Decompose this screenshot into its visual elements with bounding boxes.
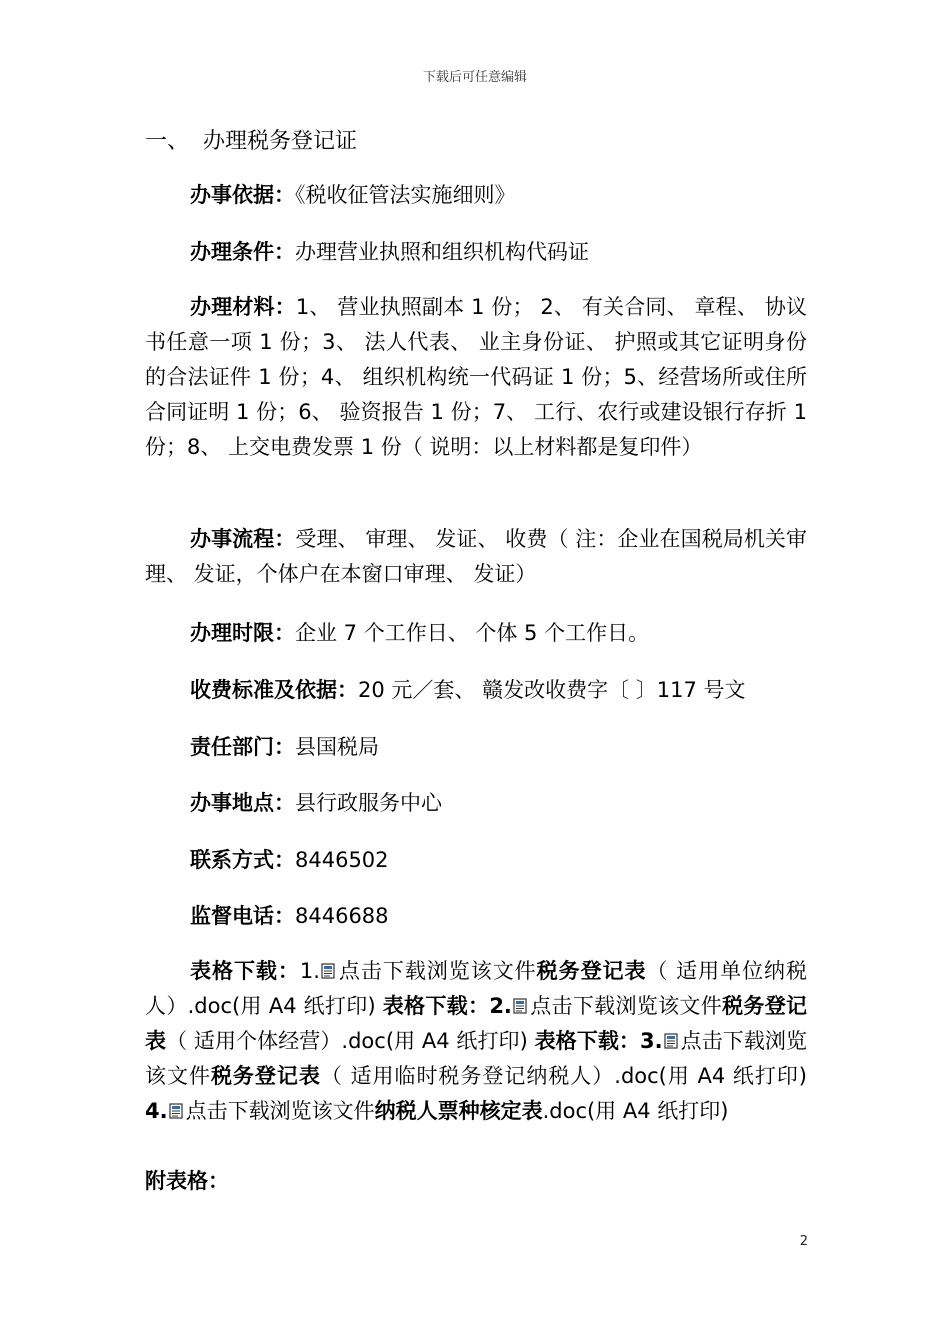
basis-label: 办事依据：: [190, 183, 295, 207]
document-file-icon[interactable]: [664, 1033, 679, 1049]
supervision-row: [190, 900, 389, 930]
download-label-3: 表格下载：: [534, 1029, 640, 1053]
download-label-1: 表格下载：: [190, 959, 300, 983]
section-title-text: 办理税务登记证: [203, 129, 358, 154]
basis-row: [190, 179, 516, 209]
download-link-1[interactable]: 点击下载浏览该文件: [337, 959, 537, 983]
download-desc-1: （ 适用单位纳税人）.doc(用 A4 纸打印): [145, 959, 808, 1018]
download-file-4[interactable]: 纳税人票种核定表: [374, 1099, 543, 1123]
process-paragraph: [145, 522, 807, 592]
contact-value: 8446502: [295, 848, 389, 872]
download-desc-2: （ 适用个体经营）.doc(用 A4 纸打印): [166, 1029, 528, 1053]
materials-paragraph: [145, 290, 807, 465]
process-label: 办事流程：: [190, 527, 296, 551]
time-limit-label: 办理时限：: [190, 621, 295, 645]
download-num-4: 4.: [145, 1099, 168, 1123]
download-label-2: 表格下载：: [382, 994, 490, 1018]
download-num-1: 1.: [299, 959, 320, 983]
fee-value: 20 元／套、 赣发改收费字〔 〕117 号文: [358, 678, 746, 702]
supervision-label: 监督电话：: [190, 904, 295, 928]
document-file-icon[interactable]: [321, 963, 336, 979]
document-file-icon[interactable]: [169, 1103, 184, 1119]
download-link-4[interactable]: 点击下载浏览该文件: [185, 1099, 375, 1123]
department-label: 责任部门：: [190, 735, 295, 759]
process-value: 受理、 审理、 发证、 收费（ 注：企业在国税局机关审理、 发证，个体户在本窗口审理、 发证）: [145, 527, 808, 586]
department-row: [190, 731, 379, 761]
fee-label: 收费标准及依据：: [190, 678, 358, 702]
page-number: 2: [799, 1234, 808, 1249]
location-value: 县行政服务中心: [295, 791, 442, 815]
time-limit-value: 企业 7 个工作日、 个体 5 个工作日。: [295, 621, 650, 645]
download-num-3: 3.: [639, 1029, 663, 1053]
contact-label: 联系方式：: [190, 848, 295, 872]
time-limit-row: [190, 617, 649, 647]
document-file-icon[interactable]: [513, 998, 528, 1014]
download-link-2[interactable]: 点击下载浏览该文件: [529, 994, 723, 1018]
downloads-paragraph: [145, 954, 807, 1129]
attachment-heading: 附表格：: [145, 1169, 229, 1193]
basis-value: 《税收征管法实施细则》: [295, 183, 516, 207]
contact-row: [190, 844, 389, 874]
location-label: 办事地点：: [190, 791, 295, 815]
section-number: 一、: [145, 129, 190, 154]
materials-label: 办理材料：: [190, 295, 296, 319]
download-file-3[interactable]: 税务登记表: [210, 1064, 321, 1088]
download-link-3[interactable]: 点击下载浏览该文件: [145, 1029, 808, 1088]
download-file-2[interactable]: 税务登记表: [145, 994, 808, 1053]
department-value: 县国税局: [295, 735, 379, 759]
conditions-label: 办理条件：: [190, 240, 295, 264]
section-title: [145, 124, 357, 155]
download-desc-4: .doc(用 A4 纸打印): [542, 1099, 729, 1123]
materials-value: 1、 营业执照副本 1 份； 2、 有关合同、 章程、 协议书任意一项 1 份；3、 法人代表、 业主身份证、 护照或其它证明身份的合法证件 1 份；4、 组织机构统一代码证 1 份；5、经营场所或住所合同证明 1 份；6、 验资报告 1 份；7、 工行、农行或建设银行存折 1 份；8、 上交电费发票 1 份（ 说明：以上材料都是复印件）: [145, 295, 807, 459]
supervision-value: 8446688: [295, 904, 389, 928]
conditions-value: 办理营业执照和组织机构代码证: [295, 240, 589, 264]
download-desc-3: （ 适用临时税务登记纳税人）.doc(用 A4 纸打印): [320, 1064, 807, 1088]
location-row: [190, 787, 442, 817]
page-header: 下载后可任意编辑: [422, 70, 527, 85]
download-num-2: 2.: [489, 994, 512, 1018]
download-file-1[interactable]: 税务登记表: [536, 959, 647, 983]
conditions-row: [190, 236, 589, 266]
fee-row: [190, 674, 746, 704]
